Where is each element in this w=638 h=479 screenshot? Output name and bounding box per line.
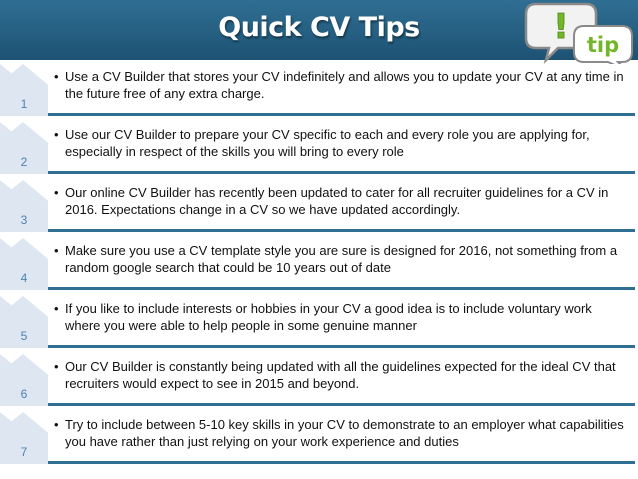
tip-text: Try to include between 5-10 key skills in your CV to demonstrate to an employer what capabilities you have rather than just relying on your work experience and duties — [65, 417, 624, 449]
tip-row — [0, 354, 638, 406]
tip-row — [0, 412, 638, 464]
step-number: 1 — [20, 97, 28, 111]
tip-row — [0, 180, 638, 232]
bullet-icon: • — [54, 417, 59, 432]
bullet-icon: • — [54, 359, 59, 374]
step-number: 5 — [20, 329, 28, 343]
step-number: 2 — [20, 155, 28, 169]
tip-row — [0, 64, 638, 116]
tip-text: Use a CV Builder that stores your CV indefinitely and allows you to update your CV at any time in the future free of any extra charge. — [65, 69, 624, 101]
tip-box — [48, 412, 635, 464]
step-number: 7 — [20, 445, 28, 459]
bullet-icon: • — [54, 185, 59, 200]
bullet-icon: • — [54, 69, 59, 84]
logo-mark: ! — [553, 7, 569, 47]
tip-row — [0, 238, 638, 290]
step-number: 3 — [20, 213, 28, 227]
bullet-icon: • — [54, 301, 59, 316]
tip-text: Use our CV Builder to prepare your CV specific to each and every role you are applying for, especially in respect of the skills you will bring to every role — [65, 127, 590, 159]
tip-row — [0, 296, 638, 348]
tip-row — [0, 122, 638, 174]
page-title: Quick CV Tips — [218, 12, 420, 43]
tip-box — [48, 122, 635, 174]
bullet-icon: • — [54, 243, 59, 258]
tip-box — [48, 238, 635, 290]
tip-text: Make sure you use a CV template style you are sure is designed for 2016, not something from a random google search that could be 10 years out of date — [65, 243, 618, 275]
tip-box — [48, 354, 635, 406]
tip-box — [48, 64, 635, 116]
logo-word: tip — [586, 33, 620, 57]
tip-text: If you like to include interests or hobbies in your CV a good idea is to include voluntary work where you were able to help people in some genuine manner — [65, 301, 592, 333]
tip-logo-icon — [522, 0, 638, 72]
tip-text: Our online CV Builder has recently been updated to cater for all recruiter guidelines for a CV in 2016. Expectations change in a CV so we have updated accordingly. — [65, 185, 609, 217]
tip-text: Our CV Builder is constantly being updated with all the guidelines expected for the ideal CV that recruiters would expect to see in 2015 and beyond. — [65, 359, 616, 391]
tip-box — [48, 180, 635, 232]
step-number: 6 — [20, 387, 28, 401]
step-number: 4 — [20, 271, 28, 285]
tip-box — [48, 296, 635, 348]
bullet-icon: • — [54, 127, 59, 142]
